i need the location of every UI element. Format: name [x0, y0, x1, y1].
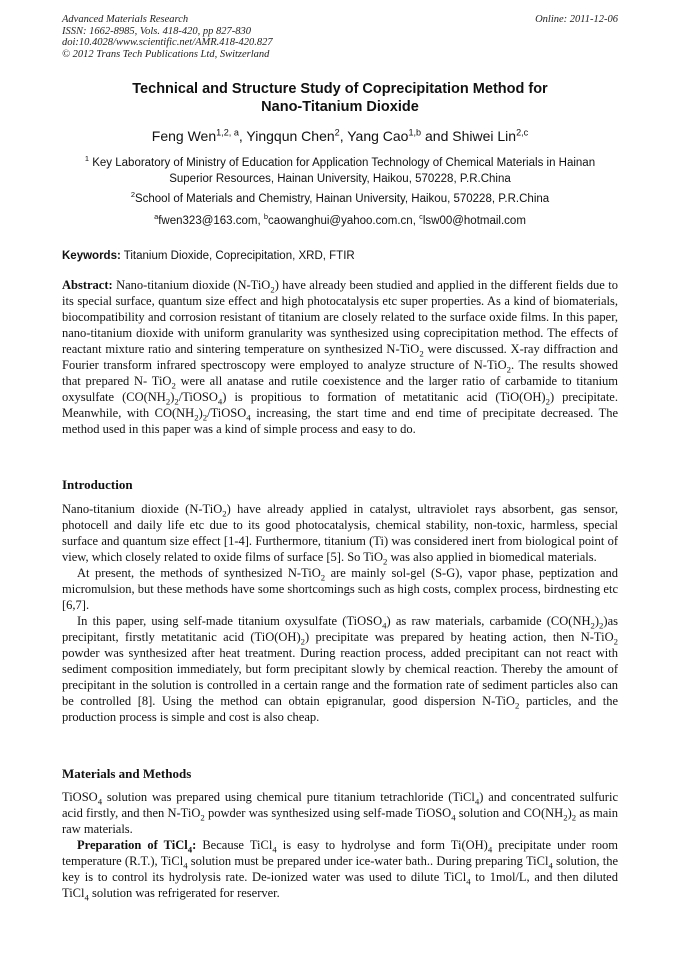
- subscript: 4: [97, 796, 103, 807]
- email-link[interactable]: caowanghui@yahoo.com.cn,: [268, 215, 420, 227]
- author-emails: [62, 214, 618, 230]
- body-text: Nano-titanium dioxide (N-TiO: [62, 502, 223, 516]
- abstract-text: Nano-titanium dioxide (N-TiO: [112, 278, 271, 292]
- body-text: ) as raw materials, carbamide (CO(NH: [386, 614, 591, 628]
- author-name: and Shiwei Lin: [421, 128, 517, 144]
- body-text: solution must be prepared under ice-water bath.. During preparing TiCl: [187, 854, 549, 868]
- body-text: particles, and the production process is simple and cost is also cheap.: [62, 694, 618, 724]
- body-text: At present, the methods of synthesized N-TiO: [77, 566, 321, 580]
- subscript: 4: [382, 620, 387, 631]
- body-text: solution was prepared using chemical pure titanium tetrachloride (TiCl: [102, 790, 475, 804]
- author-name: , Yingqun Chen: [238, 128, 335, 144]
- paragraph: [62, 837, 618, 901]
- body-text: are mainly sol-gel (S-G), vapor phase, peptization and micromulsion, but these methods have some shortcomings such as high costs, complex process, birdnesting etc [6,7].: [62, 566, 619, 612]
- title-line-2: Nano-Titanium Dioxide: [261, 99, 419, 115]
- subscript: 2: [270, 284, 275, 295]
- subscript: 2: [590, 620, 595, 631]
- abstract-text: were all anatase and rutile coexistence and the larger ratio of carbamide to titanium oxysulfate (CO(NH: [62, 374, 619, 404]
- body-text: solution and CO(NH: [455, 806, 564, 820]
- subscript: 2: [571, 812, 577, 823]
- email-link[interactable]: fwen323@163.com,: [158, 215, 264, 227]
- subscript: 4: [474, 796, 480, 807]
- abstract: [62, 277, 618, 437]
- body-text: TiOSO: [62, 790, 98, 804]
- abstract-text: ) is propitious to formation of metatitanic acid (TiO(OH): [222, 390, 546, 404]
- body-text: ): [567, 806, 572, 820]
- body-text: solution, the key is to control its hydrolysis rate. De-ionized water was used to dilute TiCl: [62, 854, 618, 884]
- paper-title: [62, 80, 618, 116]
- heading-text: Preparation of TiCl: [77, 838, 188, 852]
- subscript: 2: [563, 812, 568, 823]
- abstract-text: ): [170, 390, 175, 404]
- abstract-text: ): [198, 406, 203, 420]
- abstract-text: were discussed. X-ray diffraction and Fourier transform infrared spectroscopy were employed to analyze structure of N-TiO: [62, 342, 618, 372]
- subscript: 2: [171, 380, 176, 391]
- section-heading-introduction: Introduction: [62, 477, 133, 492]
- author-sup: 2: [334, 127, 340, 138]
- paragraph: [62, 565, 618, 613]
- paragraph: [62, 789, 618, 837]
- author-list: [62, 127, 618, 145]
- copyright-line: © 2012 Trans Tech Publications Ltd, Switzerland: [62, 48, 270, 60]
- body-text: was also applied in biomedical materials.: [387, 550, 597, 564]
- subscript: 2: [613, 636, 618, 647]
- body-text: as main raw materials.: [62, 806, 618, 836]
- title-line-1: Technical and Structure Study of Coprecipitation Method for: [132, 81, 548, 97]
- affiliation-1: [62, 156, 618, 187]
- body-text: ) and concentrated sulfuric acid firstly, and then N-TiO: [62, 790, 618, 820]
- subscript: 2: [545, 396, 550, 407]
- subscript: 4: [548, 860, 553, 871]
- affiliation-sup: 1: [84, 154, 90, 164]
- subscript: 4: [272, 844, 277, 855]
- abstract-text: . The results showed that prepared N- TiO: [62, 358, 618, 388]
- body-text: In this paper, using self-made titanium oxysulfate (TiOSO: [77, 614, 383, 628]
- journal-header: [62, 14, 618, 60]
- author-sup: 1,b: [408, 127, 422, 138]
- body-text: Because TiCl: [196, 838, 273, 852]
- subscript: 2: [300, 636, 305, 647]
- subscript: 4: [217, 396, 223, 407]
- run-in-heading: [77, 838, 197, 855]
- email-sup: c: [419, 212, 423, 222]
- body-text: ) precipitate was prepared by heating action, then N-TiO: [305, 630, 614, 644]
- subscript: 4: [466, 876, 471, 887]
- body-text: to 1mol/L, and then diluted TiCl: [62, 870, 618, 900]
- subscript: 2: [222, 508, 227, 519]
- introduction-section: [62, 501, 618, 725]
- subscript: 4: [183, 860, 188, 871]
- body-text: ): [594, 614, 600, 628]
- email-link[interactable]: lsw00@hotmail.com: [422, 215, 526, 227]
- body-text: is easy to hydrolyse and form Ti(OH): [276, 838, 488, 852]
- keywords-line: [62, 249, 618, 264]
- subscript: 4: [187, 844, 193, 855]
- affiliation-text: Superior Resources, Hainan University, Haikou, 570228, P.R.China: [169, 172, 511, 185]
- email-sup: a: [154, 212, 159, 222]
- body-text: powder was synthesized using self-made TiOSO: [204, 806, 452, 820]
- abstract-label: Abstract:: [62, 278, 113, 292]
- abstract-text: ) have already been studied and applied in the different fields due to its special surface, quantum size effect and high photocatalysis etc super properties. As a kind of biomaterials, biocompatibility and corrosion resistant of titanium are closely related to the surface oxide films. In this paper, nano-titanium dioxide with uniform granularity was synthesized using coprecipitation method. The effects of reactant mixture ratio and sintering temperature on synthesized N-TiO: [62, 278, 618, 356]
- body-text: solution was refrigerated for reserver.: [88, 886, 280, 900]
- body-text: )as precipitant, firstly metatitanic acid (TiO(OH): [62, 614, 618, 644]
- body-text: powder was synthesized after heat treatment. During reaction process, added precipitant can not react with sediment composition immediately, but form precipitant slowly by chemical reaction. Thereby the amount of precipitant in the solution is controlled in a certain range and the formation rate of sediment particles also can be controlled [8]. Using the method can obtain epigranular, good dispersion N-TiO: [62, 646, 618, 708]
- subscript: 2: [514, 700, 520, 711]
- affiliation-text: Key Laboratory of Ministry of Education for Application Technology of Chemical Materials in Hainan: [89, 157, 596, 169]
- body-text: ) have already applied in catalyst, ultraviolet rays absorbent, gas sensor, photocell and daily life etc due to its good photocatalysis, chemical stability, non-toxic, harmless, special surface and quantum size effect [1-4]. Furthermore, titanium (Ti) was considered inert from biological point of view, which closely related to oxide films of surface [5]. So TiO: [62, 502, 618, 564]
- affiliation-2: [62, 192, 618, 208]
- paragraph: [62, 501, 618, 565]
- affiliation-sup: 2: [130, 190, 135, 200]
- body-text: precipitate under room temperature (R.T.), TiCl: [62, 838, 618, 868]
- section-heading-materials-methods: Materials and Methods: [62, 766, 192, 781]
- email-sup: b: [263, 212, 269, 222]
- affiliation-text: School of Materials and Chemistry, Hainan University, Haikou, 570228, P.R.China: [134, 193, 550, 205]
- subscript: 2: [383, 556, 388, 567]
- online-date: Online: 2011-12-06: [535, 14, 618, 25]
- subscript: 2: [174, 396, 179, 407]
- subscript: 2: [200, 812, 205, 823]
- subscript: 2: [165, 396, 171, 407]
- subscript: 2: [202, 412, 208, 423]
- abstract-text: increasing, the start time and end time of precipitate decreased. The method used in this paper was a kind of simple process and easy to do.: [62, 406, 618, 436]
- issn-line: ISSN: 1662-8985, Vols. 418-420, pp 827-830: [62, 25, 251, 37]
- doi-line: doi:10.4028/www.scientific.net/AMR.418-420.827: [62, 37, 273, 48]
- paragraph: [62, 613, 618, 725]
- subscript: 4: [451, 812, 456, 823]
- author-sup: 2,c: [516, 127, 529, 138]
- subscript: 4: [84, 892, 89, 903]
- subscript: 2: [419, 348, 424, 359]
- journal-name: Advanced Materials Research: [62, 14, 189, 25]
- heading-text: :: [192, 838, 197, 852]
- keywords-text: Titanium Dioxide, Coprecipitation, XRD, FTIR: [120, 250, 355, 262]
- subscript: 2: [320, 572, 326, 583]
- keywords-label: Keywords:: [62, 250, 121, 262]
- author-name: , Yang Cao: [339, 128, 409, 144]
- author-sup: 1,2, a: [216, 127, 239, 138]
- author-name: Feng Wen: [151, 128, 217, 144]
- subscript: 4: [487, 844, 493, 855]
- subscript: 2: [599, 620, 604, 631]
- materials-methods-section: [62, 789, 618, 901]
- subscript: 2: [194, 412, 199, 423]
- abstract-text: /TiOSO: [178, 390, 218, 404]
- abstract-text: /TiOSO: [207, 406, 247, 420]
- subscript: 4: [246, 412, 251, 423]
- subscript: 2: [506, 364, 512, 375]
- abstract-text: ) precipitate. Meanwhile, with CO(NH: [62, 390, 618, 420]
